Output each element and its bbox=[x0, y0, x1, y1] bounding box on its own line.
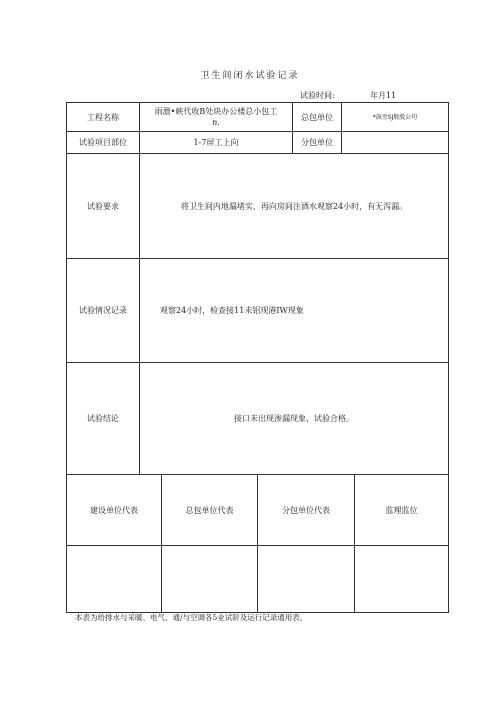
subcontractor-value bbox=[342, 132, 448, 153]
supervisor-signature-cell bbox=[355, 546, 448, 612]
sub-rep-label: 分包单位代表 bbox=[282, 505, 330, 515]
general-rep-label: 总包单位代表 bbox=[185, 505, 234, 515]
table-border-right bbox=[448, 102, 449, 613]
form-title: 卫生间闭水试验记录 bbox=[200, 71, 300, 81]
situation-value: 观察24小时，检查接11未铝现港IW现象 bbox=[160, 306, 304, 315]
conclusion-value: 接口未出现渗漏现象，试验合格。 bbox=[234, 414, 354, 423]
general-signature-cell bbox=[162, 546, 257, 612]
sub-signature-cell bbox=[258, 546, 354, 612]
footnote: 本表为给排水与采暖、电气、通/与空调各5业试阶及运行记录通用表。 bbox=[75, 613, 308, 622]
requirements-value: 将卫生间内地漏堵实，再向房间注酒水观察24小时，有无泻漏。 bbox=[180, 201, 408, 211]
test-time-value: 年月11 bbox=[370, 91, 397, 100]
requirements-label: 试验要求 bbox=[87, 201, 119, 211]
test-location-label: 试验项目部位 bbox=[79, 138, 127, 147]
test-time-label: 试验时间: bbox=[300, 91, 335, 100]
general-contractor-label: 总包单位 bbox=[301, 112, 333, 122]
project-name-line1: 雨澹•峡代收B处块办公楼总小包工 bbox=[154, 107, 278, 116]
project-name-value bbox=[140, 103, 292, 131]
situation-label: 试验情况记录 bbox=[79, 306, 127, 315]
conclusion-label: 试验结论 bbox=[87, 414, 119, 423]
owner-rep-label: 建设单位代表 bbox=[90, 505, 138, 515]
subcontractor-label: 分包单位 bbox=[301, 138, 333, 147]
project-name-label: 工程名称 bbox=[87, 112, 119, 122]
owner-signature-cell bbox=[67, 546, 161, 612]
project-name-line2: n. bbox=[212, 118, 220, 127]
test-location-value: 1-7屏工上向 bbox=[193, 138, 239, 147]
supervisor-label: 监理监位 bbox=[385, 506, 418, 515]
general-contractor-value: *鼓旁SJ般股公句 bbox=[372, 113, 418, 121]
